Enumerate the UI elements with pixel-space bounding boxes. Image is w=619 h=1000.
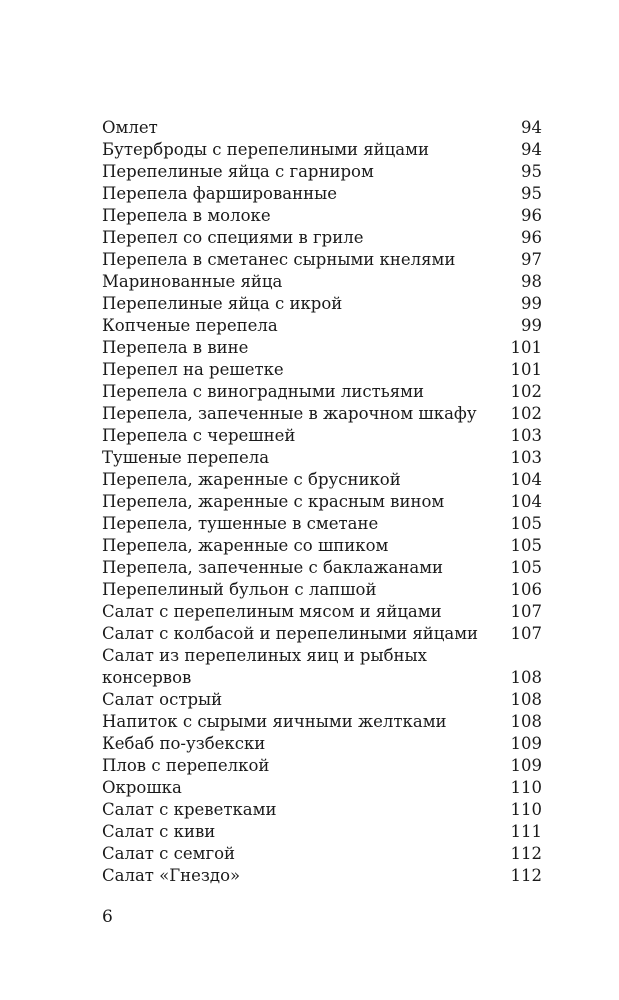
toc-entry-page: 110 bbox=[510, 800, 542, 819]
toc-entry-page: 106 bbox=[510, 580, 542, 599]
toc-entry-page: 111 bbox=[510, 822, 542, 841]
toc-entry bbox=[102, 183, 542, 205]
toc-entry bbox=[102, 689, 542, 711]
toc-entry bbox=[102, 249, 542, 271]
toc-entry bbox=[102, 359, 542, 381]
toc-entry-page: 109 bbox=[510, 734, 542, 753]
toc-entry-title: Перепела в вине bbox=[102, 338, 249, 357]
toc-entry-page: 101 bbox=[510, 360, 542, 379]
toc-entry-page: 107 bbox=[510, 624, 542, 643]
toc-entry bbox=[102, 601, 542, 623]
toc-entry bbox=[102, 117, 542, 139]
table-of-contents bbox=[102, 117, 542, 887]
toc-entry bbox=[102, 271, 542, 293]
toc-entry bbox=[102, 469, 542, 491]
toc-entry-page: 99 bbox=[521, 294, 542, 313]
toc-entry-title: Перепела, жаренные со шпиком bbox=[102, 536, 389, 555]
toc-entry bbox=[102, 315, 542, 337]
toc-entry-title: Маринованные яйца bbox=[102, 272, 283, 291]
toc-entry-title: Перепела, запеченные с баклажанами bbox=[102, 558, 444, 577]
toc-entry-page: 108 bbox=[510, 712, 542, 731]
toc-entry-page: 94 bbox=[521, 140, 542, 159]
toc-entry-page: 102 bbox=[510, 404, 542, 423]
toc-entry-title: Напиток с сырыми яичными желтками bbox=[102, 712, 447, 731]
toc-entry-title-line2: консервов bbox=[102, 668, 192, 687]
toc-entry-title: Перепела в молоке bbox=[102, 206, 271, 225]
toc-entry-page: 99 bbox=[521, 316, 542, 335]
toc-entry-page: 102 bbox=[510, 382, 542, 401]
toc-entry-page: 96 bbox=[521, 228, 542, 247]
toc-entry bbox=[102, 777, 542, 799]
toc-entry-page: 109 bbox=[510, 756, 542, 775]
toc-entry-title: Перепела фаршированные bbox=[102, 184, 337, 203]
toc-entry bbox=[102, 843, 542, 865]
toc-entry-page: 105 bbox=[510, 536, 542, 555]
toc-entry-page: 94 bbox=[521, 118, 542, 137]
toc-entry-title: Салат острый bbox=[102, 690, 223, 709]
toc-entry-title: Салат с перепелиным мясом и яйцами bbox=[102, 602, 442, 621]
toc-entry bbox=[102, 139, 542, 161]
toc-entry-page: 107 bbox=[510, 602, 542, 621]
toc-entry-title: Бутерброды с перепелиными яйцами bbox=[102, 140, 429, 159]
toc-entry-page: 105 bbox=[510, 558, 542, 577]
toc-entry bbox=[102, 447, 542, 469]
toc-entry-title: Перепелиный бульон с лапшой bbox=[102, 580, 377, 599]
toc-entry-page: 105 bbox=[510, 514, 542, 533]
toc-entry-page: 104 bbox=[510, 492, 542, 511]
toc-entry-title: Перепелиные яйца с икрой bbox=[102, 294, 343, 313]
toc-entry bbox=[102, 755, 542, 777]
toc-entry-title: Плов с перепелкой bbox=[102, 756, 270, 775]
toc-entry-page: 112 bbox=[510, 844, 542, 863]
toc-entry bbox=[102, 425, 542, 447]
toc-entry-title: Перепела с черешней bbox=[102, 426, 296, 445]
toc-entry-title: Окрошка bbox=[102, 778, 182, 797]
toc-entry bbox=[102, 535, 542, 557]
toc-entry-title: Тушеные перепела bbox=[102, 448, 270, 467]
toc-entry-page: 103 bbox=[510, 448, 542, 467]
toc-entry-title: Перепела, тушенные в сметане bbox=[102, 514, 379, 533]
toc-entry bbox=[102, 381, 542, 403]
toc-entry-title: Омлет bbox=[102, 118, 158, 137]
toc-entry-title: Кебаб по-узбекски bbox=[102, 734, 266, 753]
toc-entry-page: 104 bbox=[510, 470, 542, 489]
toc-entry bbox=[102, 579, 542, 601]
toc-entry-title: Перепела с виноградными листьями bbox=[102, 382, 424, 401]
toc-entry-page: 96 bbox=[521, 206, 542, 225]
toc-entry bbox=[102, 293, 542, 315]
toc-entry bbox=[102, 205, 542, 227]
toc-entry-title-line1: Салат из перепелиных яиц и рыбных bbox=[102, 646, 427, 665]
toc-entry bbox=[102, 403, 542, 425]
toc-entry bbox=[102, 557, 542, 579]
toc-entry-page: 97 bbox=[521, 250, 542, 269]
toc-entry bbox=[102, 513, 542, 535]
toc-entry-title: Салат с колбасой и перепелиными яйцами bbox=[102, 624, 479, 643]
toc-entry bbox=[102, 799, 542, 821]
toc-entry-title: Салат с семгой bbox=[102, 844, 236, 863]
toc-entry-page: 108 bbox=[510, 690, 542, 709]
toc-entry-title: Перепела в сметанес сырными кнелями bbox=[102, 250, 456, 269]
toc-entry-title: Перепела, жаренные с брусникой bbox=[102, 470, 401, 489]
toc-entry-title: Перепелиные яйца с гарниром bbox=[102, 162, 374, 181]
toc-entry bbox=[102, 623, 542, 645]
toc-entry bbox=[102, 227, 542, 249]
toc-entry-title: Перепел на решетке bbox=[102, 360, 284, 379]
toc-entry-title: Салат с киви bbox=[102, 822, 216, 841]
toc-entry bbox=[102, 491, 542, 513]
toc-entry bbox=[102, 667, 542, 689]
toc-entry bbox=[102, 337, 542, 359]
toc-entry-title: Перепела, жаренные с красным вином bbox=[102, 492, 445, 511]
toc-entry-title: Салат с креветками bbox=[102, 800, 277, 819]
toc-entry-page: 108 bbox=[510, 668, 542, 687]
toc-entry-title: Копченые перепела bbox=[102, 316, 278, 335]
toc-entry-page: 101 bbox=[510, 338, 542, 357]
toc-entry-title: Салат «Гнездо» bbox=[102, 866, 241, 885]
toc-entry bbox=[102, 821, 542, 843]
toc-entry-page: 95 bbox=[521, 162, 542, 181]
toc-entry-title: Перепел со специями в гриле bbox=[102, 228, 364, 247]
page-number: 6 bbox=[102, 907, 113, 927]
toc-entry-page: 98 bbox=[521, 272, 542, 291]
toc-entry-page: 112 bbox=[510, 866, 542, 885]
toc-entry-page: 103 bbox=[510, 426, 542, 445]
toc-entry-title: Перепела, запеченные в жарочном шкафу bbox=[102, 404, 477, 423]
toc-entry bbox=[102, 161, 542, 183]
toc-entry bbox=[102, 733, 542, 755]
toc-entry-page: 95 bbox=[521, 184, 542, 203]
toc-entry bbox=[102, 865, 542, 887]
toc-entry-page: 110 bbox=[510, 778, 542, 797]
toc-entry bbox=[102, 711, 542, 733]
